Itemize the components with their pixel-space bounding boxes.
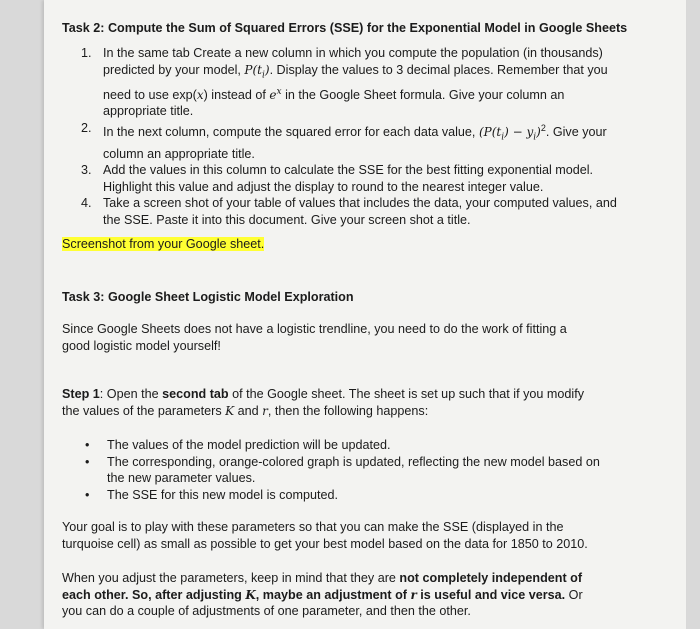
task2-heading: Task 2: Compute the Sum of Squared Errors (SSE) for the Exponential Model in Google Sheets (62, 21, 628, 35)
bullet-icon: • (85, 487, 90, 502)
task2-step-4: 4. Take a screen shot of your table of values that includes the data, your computed values, and the SSE. Paste it into this document. Give your screen shot a title. (81, 196, 617, 227)
bullet-icon: • (85, 438, 90, 452)
screenshot-label: Screenshot from your Google sheet. (62, 237, 265, 251)
task2-step-2: 2. In the next column, compute the squared error for each data value, $(P(t_i) - y_i)^2$. Give your column an appropriate title. (81, 120, 607, 161)
task2-step-3: 3. Add the values in this column to calculate the SSE for the best fitting exponential model. Highlight this value and adjust the display to round to the nearest integer value. (81, 163, 594, 194)
bullet-icon: • (85, 454, 90, 469)
task3-heading: Task 3: Google Sheet Logistic Model Exploration (62, 290, 354, 304)
document-page (44, 0, 686, 629)
bullet-item: • The corresponding, orange-colored graph is updated, reflecting the new model based on the new parameter values. (85, 454, 600, 485)
step1-bullets (85, 437, 607, 503)
goal-paragraph: Your goal is to play with these parameters so that you can make the SSE (displayed in the turquoise cell) as small as possible to get your best model based on the data for 1850 to 2010. (62, 520, 588, 551)
adjust-paragraph: When you adjust the parameters, keep in mind that they are not completely independent of each other. So, after adjusting K, maybe an adjustment of r is useful and vice versa. Or you can do a couple of adjustments of one parameter, and then the other. (62, 571, 583, 618)
bullet-item: • The values of the model prediction will be updated. (85, 438, 391, 452)
bullet-item: • The SSE for this new model is computed. (85, 487, 338, 502)
task2-steps (81, 45, 623, 228)
task3-intro: Since Google Sheets does not have a logistic trendline, you need to do the work of fitting a good logistic model yourself! (62, 322, 567, 353)
task2-step-1: 1. In the same tab Create a new column in which you compute the population (in thousands) predicted by your model, $P(t_i)$. Display the values to 3 decimal places. Remember that you need to use exp(x) instead of $e^x$ in the Google Sheet formula. Give your column an appropriate title. (81, 46, 608, 119)
step1-paragraph: Step 1: Open the second tab of the Google sheet. The sheet is set up such that if you modify the values of the parameters K and r, then the following happens: (62, 387, 584, 418)
